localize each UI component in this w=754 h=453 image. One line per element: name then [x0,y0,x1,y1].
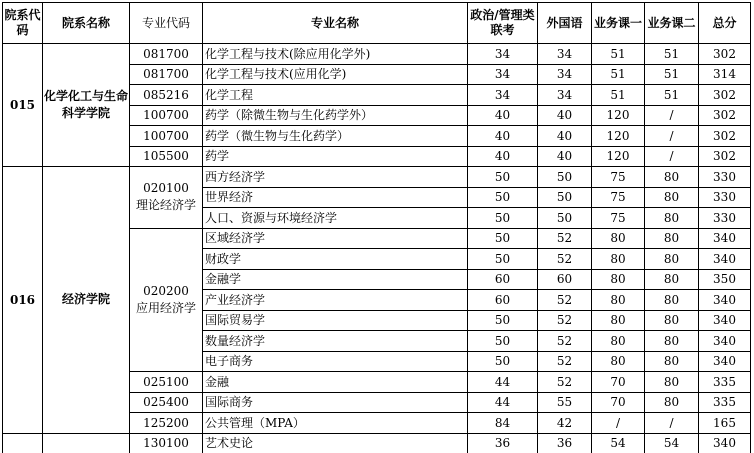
score-politics: 36 [468,433,538,453]
score-foreign-language: 52 [538,372,592,393]
score-politics: 44 [468,392,538,413]
score-foreign-language: 52 [538,351,592,372]
score-total: 302 [699,126,751,147]
score-total: 165 [699,413,751,434]
score-course-two: 80 [645,331,699,352]
admission-score-table [2,2,751,453]
score-course-one: 80 [592,310,645,331]
score-total: 302 [699,85,751,106]
major-group-applied-economics: 020200 应用经济学 [130,228,203,372]
score-course-two: 80 [645,290,699,311]
score-foreign-language: 40 [538,126,592,147]
score-course-two: 80 [645,372,699,393]
score-politics: 40 [468,146,538,167]
score-course-one: 75 [592,187,645,208]
score-politics: 60 [468,290,538,311]
table-row [3,433,751,453]
header-course-two: 业务课二 [645,3,699,44]
major-name: 药学（微生物与生化药学） [203,126,468,147]
score-course-two: 80 [645,392,699,413]
score-course-one: 120 [592,105,645,126]
major-name: 国际贸易学 [203,310,468,331]
score-politics: 60 [468,269,538,290]
score-course-two: 80 [645,228,699,249]
major-code: 105500 [130,146,203,167]
score-course-one: 70 [592,372,645,393]
score-course-one: 80 [592,269,645,290]
score-course-one: 75 [592,167,645,188]
score-course-one: 80 [592,351,645,372]
score-course-two: 80 [645,208,699,229]
dept-name-015: 化学化工与生命科学学院 [43,44,130,167]
dept-code-next [3,433,43,453]
score-foreign-language: 40 [538,105,592,126]
major-name: 公共管理（MPA） [203,413,468,434]
major-name: 西方经济学 [203,167,468,188]
major-name: 国际商务 [203,392,468,413]
score-total: 335 [699,392,751,413]
score-politics: 50 [468,351,538,372]
score-foreign-language: 34 [538,85,592,106]
score-total: 330 [699,167,751,188]
major-name: 财政学 [203,249,468,270]
header-dept-name: 院系名称 [43,3,130,44]
major-code: 081700 [130,64,203,85]
score-politics: 50 [468,167,538,188]
score-total: 302 [699,105,751,126]
score-course-two: / [645,146,699,167]
score-politics: 50 [468,187,538,208]
score-course-one: / [592,413,645,434]
score-course-two: / [645,126,699,147]
major-name: 世界经济 [203,187,468,208]
major-code: 081700 [130,44,203,65]
major-name: 数量经济学 [203,331,468,352]
major-name: 艺术史论 [203,433,468,453]
score-foreign-language: 52 [538,228,592,249]
major-name: 金融 [203,372,468,393]
dept-name-016: 经济学院 [43,167,130,434]
score-course-two: 54 [645,433,699,453]
score-politics: 34 [468,64,538,85]
score-foreign-language: 50 [538,208,592,229]
dept-code-015: 015 [3,44,43,167]
score-course-two: 51 [645,85,699,106]
score-course-two: 80 [645,269,699,290]
score-course-two: 51 [645,44,699,65]
header-politics: 政治/管理类联考 [468,3,538,44]
score-foreign-language: 42 [538,413,592,434]
score-total: 340 [699,310,751,331]
score-course-two: / [645,105,699,126]
dept-code-016: 016 [3,167,43,434]
major-name: 化学工程与技术(除应用化学外) [203,44,468,65]
header-course-one: 业务课一 [592,3,645,44]
score-course-one: 80 [592,249,645,270]
major-name: 金融学 [203,269,468,290]
header-major-code: 专业代码 [130,3,203,44]
score-course-two: 80 [645,167,699,188]
score-course-one: 120 [592,146,645,167]
score-course-one: 80 [592,290,645,311]
major-name: 化学工程 [203,85,468,106]
score-total: 330 [699,208,751,229]
major-code: 085216 [130,85,203,106]
major-name: 区域经济学 [203,228,468,249]
score-foreign-language: 34 [538,44,592,65]
major-group-theoretical-economics: 020100 理论经济学 [130,167,203,229]
score-course-one: 51 [592,44,645,65]
score-course-one: 51 [592,64,645,85]
header-foreign-language: 外国语 [538,3,592,44]
score-total: 340 [699,351,751,372]
score-politics: 34 [468,44,538,65]
score-politics: 50 [468,228,538,249]
score-foreign-language: 34 [538,64,592,85]
major-code: 100700 [130,105,203,126]
score-total: 314 [699,64,751,85]
major-code: 130100 [130,433,203,453]
score-course-one: 54 [592,433,645,453]
major-code: 100700 [130,126,203,147]
score-course-two: 51 [645,64,699,85]
major-name: 人口、资源与环境经济学 [203,208,468,229]
score-course-two: / [645,413,699,434]
score-politics: 50 [468,208,538,229]
major-name: 产业经济学 [203,290,468,311]
table-row [3,44,751,65]
major-name: 电子商务 [203,351,468,372]
score-politics: 40 [468,126,538,147]
score-politics: 84 [468,413,538,434]
score-total: 340 [699,249,751,270]
score-course-two: 80 [645,310,699,331]
score-foreign-language: 40 [538,146,592,167]
major-name: 药学（除微生物与生化药学外） [203,105,468,126]
score-foreign-language: 55 [538,392,592,413]
major-code: 125200 [130,413,203,434]
score-course-one: 75 [592,208,645,229]
score-total: 340 [699,290,751,311]
score-foreign-language: 52 [538,290,592,311]
score-foreign-language: 50 [538,167,592,188]
score-politics: 34 [468,85,538,106]
table-row [3,167,751,188]
score-course-one: 51 [592,85,645,106]
score-politics: 50 [468,310,538,331]
score-course-one: 70 [592,392,645,413]
score-course-one: 80 [592,228,645,249]
score-foreign-language: 36 [538,433,592,453]
header-total: 总分 [699,3,751,44]
score-total: 340 [699,433,751,453]
score-politics: 50 [468,331,538,352]
score-course-one: 120 [592,126,645,147]
score-foreign-language: 60 [538,269,592,290]
header-dept-code: 院系代码 [3,3,43,44]
score-course-two: 80 [645,249,699,270]
score-foreign-language: 50 [538,187,592,208]
score-total: 350 [699,269,751,290]
score-course-two: 80 [645,187,699,208]
score-course-one: 80 [592,331,645,352]
score-total: 330 [699,187,751,208]
major-name: 化学工程与技术(应用化学) [203,64,468,85]
score-total: 335 [699,372,751,393]
header-row [3,3,751,44]
dept-name-next [43,433,130,453]
major-name: 药学 [203,146,468,167]
score-politics: 44 [468,372,538,393]
major-code: 025400 [130,392,203,413]
score-total: 340 [699,228,751,249]
score-politics: 40 [468,105,538,126]
score-foreign-language: 52 [538,310,592,331]
score-total: 302 [699,44,751,65]
score-foreign-language: 52 [538,249,592,270]
score-total: 340 [699,331,751,352]
header-major-name: 专业名称 [203,3,468,44]
score-politics: 50 [468,249,538,270]
score-foreign-language: 52 [538,331,592,352]
major-code: 025100 [130,372,203,393]
score-course-two: 80 [645,351,699,372]
score-total: 302 [699,146,751,167]
